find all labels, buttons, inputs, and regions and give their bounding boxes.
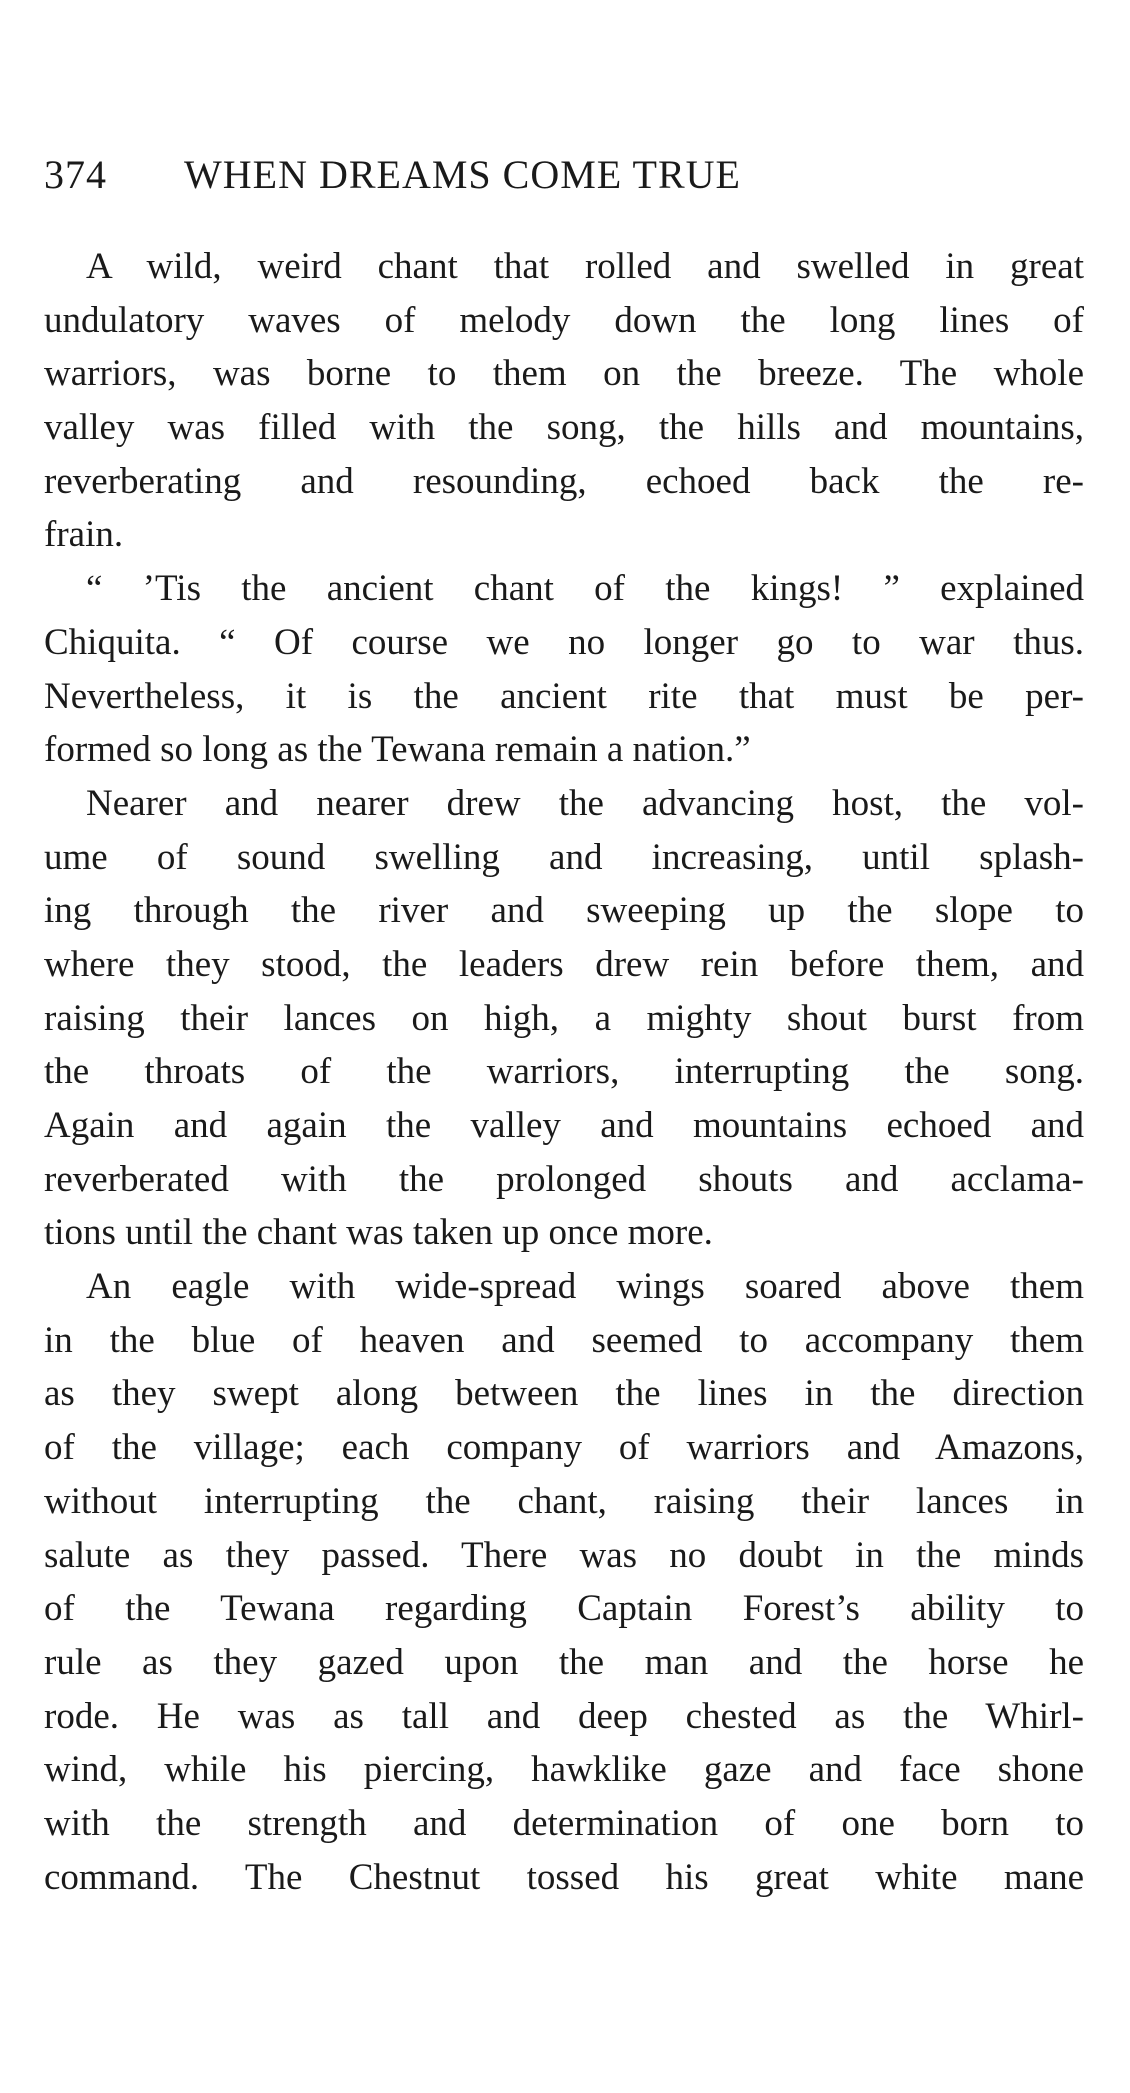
text-line: undulatory waves of melody down the long lines of — [44, 299, 1084, 341]
text-line: in the blue of heaven and seemed to accompany them — [44, 1319, 1084, 1361]
paragraph-host — [44, 777, 1084, 1260]
text-line: A wild, weird chant that rolled and swelled in great — [86, 246, 1084, 287]
running-title: WHEN DREAMS COME TRUE — [184, 152, 741, 197]
text-line: Nearer and nearer drew the advancing host, the vol- — [86, 782, 1084, 824]
text-line: rode. He was as tall and deep chested as the Whirl- — [44, 1695, 1084, 1737]
text-line: the throats of the warriors, interrupting the song. — [44, 1051, 1084, 1093]
text-line: of the village; each company of warriors and Amazons, — [44, 1427, 1084, 1469]
text-line: tions until the chant was taken up once more. — [44, 1212, 713, 1254]
text-line: “ ’Tis the ancient chant of the kings! ” explained — [86, 568, 1084, 610]
text-line: valley was filled with the song, the hills and mountains, — [44, 407, 1084, 449]
text-line: An eagle with wide-spread wings soared above them — [86, 1266, 1084, 1308]
text-line: reverberating and resounding, echoed back the re- — [44, 460, 1084, 502]
text-body — [44, 240, 1084, 1904]
text-line: of the Tewana regarding Captain Forest’s ability to — [44, 1588, 1084, 1630]
text-line: with the strength and determination of one born to — [44, 1802, 1084, 1844]
paragraph-eagle — [44, 1260, 1084, 1904]
page-number: 374 — [44, 152, 107, 197]
paragraph-chant — [44, 240, 1084, 562]
text-line: where they stood, the leaders drew rein before them, and — [44, 943, 1084, 985]
text-line: command. The Chestnut tossed his great white mane — [44, 1856, 1084, 1898]
text-line: salute as they passed. There was no doubt in the minds — [44, 1534, 1084, 1576]
text-line: Again and again the valley and mountains echoed and — [44, 1105, 1084, 1146]
text-line: reverberated with the prolonged shouts and acclama- — [44, 1158, 1084, 1200]
text-line: as they swept along between the lines in the direction — [44, 1373, 1084, 1415]
text-line: without interrupting the chant, raising their lances in — [44, 1480, 1084, 1522]
text-line: Chiquita. “ Of course we no longer go to war thus. — [44, 621, 1084, 663]
text-line: ume of sound swelling and increasing, until splash- — [44, 836, 1084, 878]
text-line: ing through the river and sweeping up the slope to — [44, 890, 1084, 932]
text-line: Nevertheless, it is the ancient rite that must be per- — [44, 675, 1084, 717]
text-line: wind, while his piercing, hawklike gaze and face shone — [44, 1749, 1084, 1791]
text-line: rule as they gazed upon the man and the horse he — [44, 1641, 1084, 1683]
text-line: frain. — [44, 514, 124, 556]
text-line: warriors, was borne to them on the breeze. The whole — [44, 353, 1084, 395]
text-line: formed so long as the Tewana remain a nation.” — [44, 729, 751, 771]
text-line: raising their lances on high, a mighty shout burst from — [44, 997, 1084, 1039]
running-head — [44, 150, 1084, 200]
paragraph-chiquita — [44, 562, 1084, 777]
